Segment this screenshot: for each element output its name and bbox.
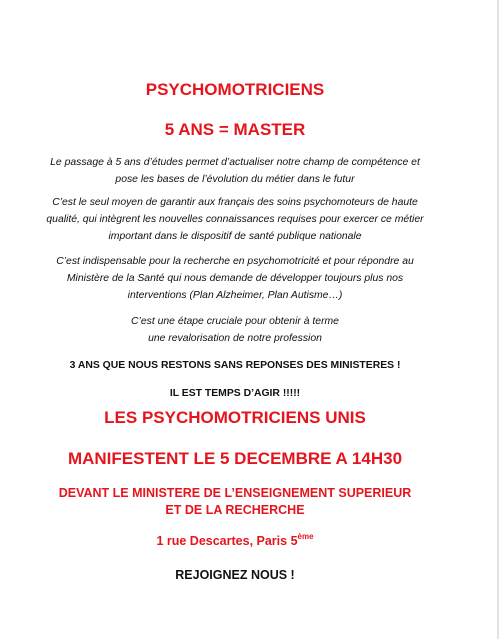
paragraph-line: qualité, qui intègrent les nouvelles connaissances requises pour exercer ce métier	[46, 214, 424, 225]
protest-location	[0, 485, 470, 519]
paragraph-research	[0, 253, 470, 304]
address-superscript: ème	[297, 532, 314, 541]
paragraph-line: interventions (Plan Alzheimer, Plan Autisme…)	[127, 290, 343, 301]
paragraph-line: Ministère de la Santé qui nous demande de développer toujours plus nos	[66, 273, 404, 284]
call-to-action: IL EST TEMPS D’AGIR !!!!!	[169, 388, 301, 399]
address-text: 1 rue Descartes, Paris 5	[156, 534, 298, 548]
paragraph-line: C’est indispensable pour la recherche en psychomotricité et pour répondre au	[56, 256, 414, 267]
location-line: ET DE LA RECHERCHE	[165, 503, 305, 517]
paragraph-line: C’est le seul moyen de garantir aux français des soins psychomoteurs de haute	[52, 197, 418, 208]
no-response-statement: 3 ANS QUE NOUS RESTONS SANS REPONSES DES MINISTERES !	[69, 360, 401, 371]
flyer-subtitle: 5 ANS = MASTER	[164, 120, 306, 139]
protest-date-heading: MANIFESTENT LE 5 DECEMBRE A 14H30	[67, 449, 403, 468]
join-us-statement: REJOIGNEZ NOUS !	[175, 568, 295, 582]
flyer-title: PSYCHOMOTRICIENS	[145, 80, 325, 99]
location-line: DEVANT LE MINISTERE DE L’ENSEIGNEMENT SUPERIEUR	[58, 486, 412, 500]
united-heading: LES PSYCHOMOTRICIENS UNIS	[104, 408, 366, 427]
paragraph-line: C’est une étape cruciale pour obtenir à terme	[131, 316, 339, 327]
protest-address	[0, 534, 470, 548]
paragraph-line: important dans le dispositif de santé publique nationale	[108, 231, 362, 242]
paragraph-curriculum	[0, 154, 470, 188]
paragraph-line: pose les bases de l’évolution du métier dans le futur	[115, 174, 355, 185]
paragraph-line: une revalorisation de notre profession	[148, 333, 322, 344]
paragraph-line: Le passage à 5 ans d’études permet d’actualiser notre champ de compétence et	[50, 157, 420, 168]
paragraph-quality	[0, 194, 470, 245]
paragraph-revaluation	[0, 313, 470, 347]
